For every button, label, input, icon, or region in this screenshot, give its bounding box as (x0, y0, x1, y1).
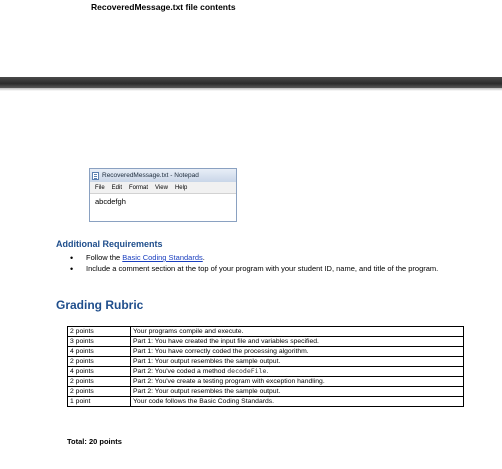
menu-view[interactable]: View (155, 184, 168, 191)
menu-format[interactable]: Format (129, 184, 149, 191)
method-name-code: decodeFile (227, 367, 267, 375)
requirement-text: Follow the (86, 253, 123, 262)
requirement-text: Include a comment section at the top of your program with your student ID, name, and title of the program. (86, 264, 439, 273)
description-cell: Part 1: You have correctly coded the processing algorithm. (131, 347, 464, 357)
notepad-window (89, 168, 237, 222)
list-item (68, 264, 488, 274)
points-cell: 2 points (68, 377, 131, 387)
points-cell: 3 points (68, 337, 131, 347)
table-row (68, 337, 464, 347)
table-row (68, 377, 464, 387)
total-points: Total: 20 points (67, 437, 122, 446)
table-row (68, 397, 464, 407)
file-contents-heading: RecoveredMessage.txt file contents (91, 2, 236, 12)
table-row (68, 327, 464, 337)
description-cell: Part 2: Your output resembles the sample output. (131, 387, 464, 397)
grading-rubric-heading: Grading Rubric (56, 298, 144, 312)
description-cell: Part 1: Your output resembles the sample output. (131, 357, 464, 367)
description-cell (131, 367, 464, 377)
menu-edit[interactable]: Edit (111, 184, 123, 191)
basic-coding-standards-link[interactable]: Basic Coding Standards (122, 253, 203, 262)
notepad-text-content[interactable]: abcdefgh (95, 197, 126, 206)
description-cell: Your programs compile and execute. (131, 327, 464, 337)
notepad-titlebar (90, 169, 236, 182)
notepad-title: RecoveredMessage.txt - Notepad (102, 172, 199, 179)
grading-rubric-table (67, 326, 464, 407)
table-row (68, 387, 464, 397)
description-text: Part 2: You've coded a method (133, 368, 228, 375)
points-cell: 2 points (68, 357, 131, 367)
additional-requirements-heading: Additional Requirements (56, 239, 163, 249)
notepad-icon (92, 172, 99, 180)
points-cell: 1 point (68, 397, 131, 407)
description-cell: Part 1: You have created the input file and variables specified. (131, 337, 464, 347)
requirement-text-suffix: . (202, 253, 205, 262)
notepad-menubar (90, 182, 236, 194)
table-row (68, 347, 464, 357)
page-break-divider (0, 77, 502, 88)
requirements-list (68, 253, 488, 275)
points-cell: 4 points (68, 367, 131, 377)
description-cell: Part 2: You've create a testing program with exception handling. (131, 377, 464, 387)
list-item (68, 253, 488, 263)
points-cell: 2 points (68, 387, 131, 397)
menu-file[interactable]: File (95, 184, 105, 191)
menu-help[interactable]: Help (174, 184, 188, 191)
table-row (68, 357, 464, 367)
points-cell: 2 points (68, 327, 131, 337)
description-suffix: . (266, 368, 269, 375)
table-row (68, 367, 464, 377)
page-break-shadow (0, 88, 502, 91)
description-cell: Your code follows the Basic Coding Standards. (131, 397, 464, 407)
points-cell: 4 points (68, 347, 131, 357)
